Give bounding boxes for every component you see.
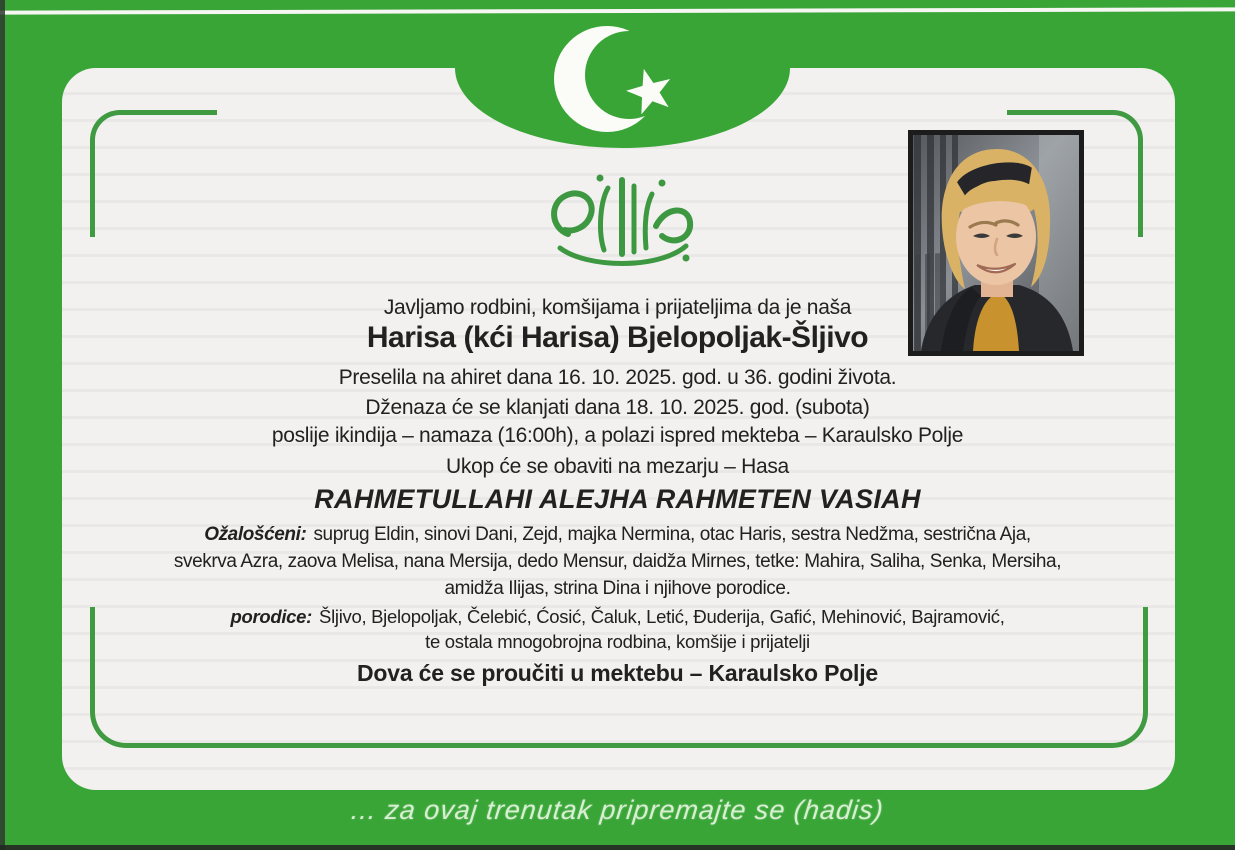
crescent-and-star-icon — [540, 18, 700, 148]
mourners-line-2: svekrva Azra, zaova Melisa, nana Mersija, dedo Mensur, daidža Mirnes, tetke: Mahira, Saliha, Senka, Mersiha, — [173, 551, 1062, 572]
intro-text: Javljamo rodbini, komšijama i prijateljima da je naša — [383, 296, 852, 319]
prayer-line: RAHMETULLAHI ALEJHA RAHMETEN VASIAH — [314, 484, 921, 514]
funeral-line-2: poslije ikindija – namaza (16:00h), a polazi ispred mekteba – Karaulsko Polje — [271, 424, 964, 447]
dova-line: Dova će se proučiti u mektebu – Karaulsko Polje — [356, 660, 879, 686]
families-label: porodice: — [230, 606, 313, 627]
mourners-names-1: suprug Eldin, sinovi Dani, Zejd, majka Nermina, otac Haris, sestra Nedžma, sestrična Aja, — [313, 524, 1031, 545]
funeral-line-1: Dženaza će se klanjati dana 18. 10. 2025. god. (subota) — [365, 396, 870, 419]
mourners-line-3: amidža Ilijas, strina Dina i njihove porodice. — [444, 578, 791, 599]
families-line-2: te ostala mnogobrojna rodbina, komšije i prijatelji — [425, 631, 810, 652]
mourners-line-1 — [40, 524, 1195, 546]
families-names: Šljivo, Bjelopoljak, Čelebić, Ćosić, Čaluk, Letić, Đuderija, Gafić, Mehinović, Bajramović, — [319, 606, 1005, 627]
mourners-label: Ožalošćeni: — [204, 524, 307, 545]
deceased-name: Harisa (kći Harisa) Bjelopoljak-Šljivo — [366, 321, 869, 354]
passing-line: Preselila na ahiret dana 16. 10. 2025. god. u 36. godini života. — [338, 366, 897, 389]
burial-line: Ukop će se obaviti na mezarju – Hasa — [446, 455, 789, 478]
arabic-calligraphy-icon — [538, 162, 708, 284]
hadis-quote: ... za ovaj trenutak pripremajte se (hadis) — [349, 795, 886, 825]
scan-edge-left — [0, 0, 5, 850]
scan-edge-bottom — [0, 845, 1235, 850]
families-line-1 — [40, 606, 1195, 628]
top-divider-line — [0, 7, 1235, 14]
corner-bracket-top-left — [90, 110, 217, 237]
